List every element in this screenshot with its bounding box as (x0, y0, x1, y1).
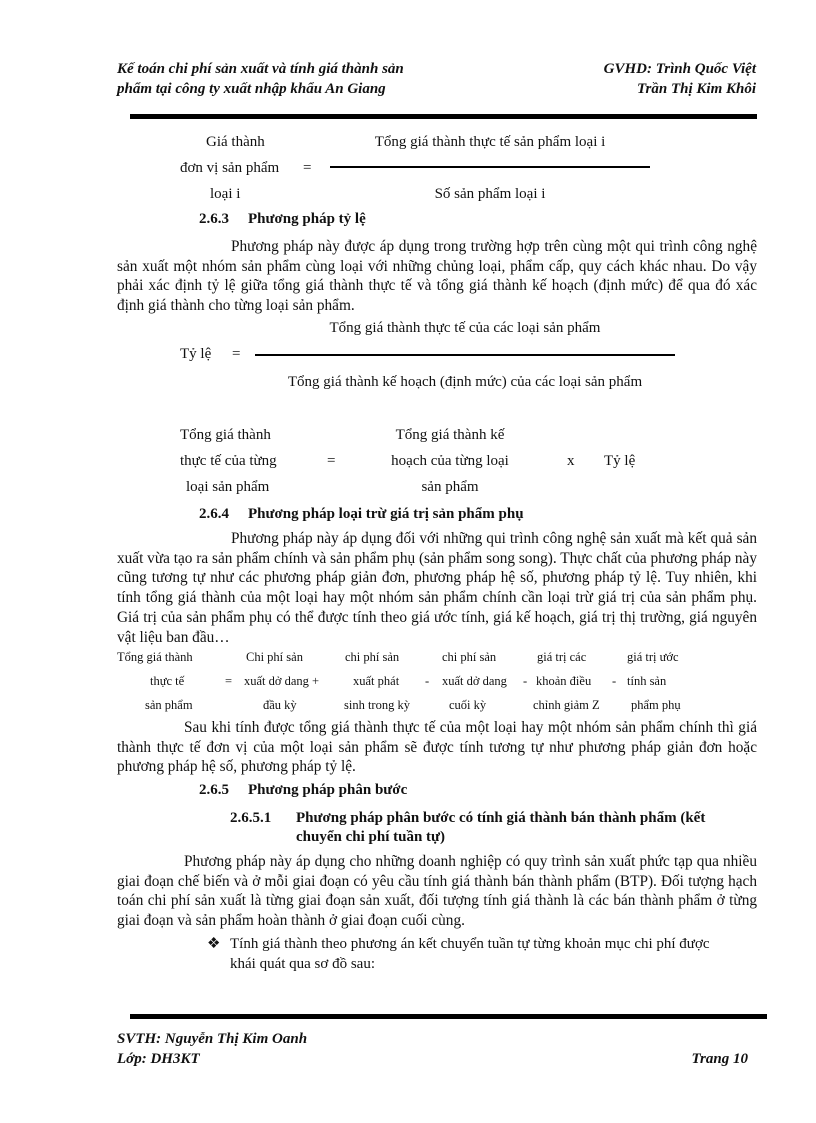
s2651-title-line2: chuyển chi phí tuần tự) (296, 829, 446, 845)
f2-fraction-bar (255, 354, 675, 356)
f1-numerator: Tổng giá thành thực tế sản phẩm loại i (374, 134, 606, 150)
f4-r3-c2: đầu kỳ (263, 698, 297, 712)
f3-mid-line1: Tổng giá thành kế (395, 427, 505, 443)
f3-mid-line2: hoạch của từng loại (391, 453, 509, 469)
f4-r2-eq: = (225, 674, 233, 688)
f4-r1-c3: chi phí sản (345, 650, 400, 664)
s2651-num: 2.6.5.1 (230, 810, 272, 826)
f2-eq: = (232, 346, 241, 362)
footer-rule (130, 1014, 767, 1019)
f4-r3-c4: cuối kỳ (449, 698, 487, 712)
f4-r2-c4: xuất dở dang (442, 674, 507, 688)
f3-lhs-line1: Tổng giá thành (180, 427, 271, 443)
bullet-line1: Tính giá thành theo phương án kết chuyển tuần tự từng khoản mục chi phí được (230, 936, 710, 952)
f3-lhs-line3: loại sản phẩm (186, 479, 270, 495)
f3-mid-line3: sản phẩm (421, 479, 479, 495)
f4-r2-c6: tính sản (627, 674, 667, 688)
f3-rhs: Tỷ lệ (604, 453, 636, 469)
s263-heading-num: 2.6.3 (199, 211, 229, 227)
f4-r3-c3: sinh trong kỳ (344, 698, 410, 712)
f4-r2-c1: thực tế (150, 674, 185, 688)
s264-heading-num: 2.6.4 (199, 506, 229, 522)
f1-fraction-bar (330, 166, 650, 168)
footer-svth: SVTH: Nguyễn Thị Kim Oanh (117, 1031, 308, 1047)
f2-denominator: Tổng giá thành kế hoạch (định mức) của các loại sản phẩm (287, 374, 643, 390)
f4-r1-c1: Tổng giá thành (117, 650, 193, 664)
f4-r3-c5: chỉnh giảm Z (533, 698, 600, 712)
s263-paragraph: Phương pháp này được áp dụng trong trường hợp trên cùng một qui trình công nghệ sản xuất một nhóm sản phẩm cùng loại với những chủng loại, phẩm cấp, quy cách khác nhau. Do vậy phải xác định tỷ lệ giữa tổng giá thành thực tế và tổng giá thành kế hoạch (định mức) để qua đó xác định giá thành cho từng loại sản phẩm. (117, 238, 757, 315)
f4-r2-c3: xuất phát (353, 674, 400, 688)
s2651-title-line1: Phương pháp phân bước có tính giá thành bán thành phẩm (kết (296, 810, 706, 826)
f4-r2-c5: khoản điều (536, 674, 592, 688)
footer-class: Lớp: DH3KT (117, 1051, 200, 1067)
f1-eq: = (303, 160, 312, 176)
f4-r3-c1: sản phẩm (145, 698, 193, 712)
f4-r1-c4: chi phí sản (442, 650, 497, 664)
f1-lhs-line1: Giá thành (206, 134, 265, 150)
s264-heading-text: Phương pháp loại trừ giá trị sản phẩm phụ (248, 506, 524, 522)
bullet-line2: khái quát qua sơ đồ sau: (230, 956, 375, 972)
f4-r2-minus1: - (425, 674, 430, 688)
header-rule (130, 114, 757, 119)
bullet-diamond-icon: ❖ (207, 936, 221, 952)
para-after-formula: Sau khi tính được tổng giá thành thực tế của một loại hay một nhóm sản phẩm chính thì giá thành thực tế đơn vị của một loại sản phẩm sẽ được tính tương tự như phương pháp giản đơn hoặc phương pháp hệ số, phương pháp tỷ lệ. (117, 719, 757, 776)
f3-eq: = (327, 453, 336, 469)
f2-numerator: Tổng giá thành thực tế của các loại sản phẩm (329, 320, 601, 336)
header-gvhd-line1: GVHD: Trình Quốc Việt (603, 61, 756, 77)
s265-heading-text: Phương pháp phân bước (248, 782, 408, 798)
header-gvhd-line2: Trần Thị Kim Khôi (636, 81, 756, 97)
f2-lhs: Tỷ lệ (180, 346, 212, 362)
f4-r1-c5: giá trị các (537, 650, 587, 664)
f4-r2-c2: xuất dở dang + (244, 674, 320, 688)
f4-r2-minus2: - (523, 674, 528, 688)
f4-r1-c6: giá trị ước (627, 650, 679, 664)
f4-r2-minus3: - (612, 674, 617, 688)
s265-heading-num: 2.6.5 (199, 782, 229, 798)
header-title-line2: phẩm tại công ty xuất nhập khẩu An Giang (117, 81, 386, 97)
f4-r1-c2: Chi phí sản (246, 650, 303, 664)
f3-lhs-line2: thực tế của từng (180, 453, 277, 469)
f1-denominator: Số sản phẩm loại i (434, 186, 546, 202)
s263-heading-text: Phương pháp tỷ lệ (248, 211, 366, 227)
footer-page-number: Trang 10 (691, 1051, 748, 1067)
s264-paragraph: Phương pháp này áp dụng đối với những qui trình công nghệ sản xuất mà kết quả sản xuất vừa tạo ra sản phẩm chính và sản phẩm phụ (sản phẩm song song). Thực chất của phương pháp này cũng tương tự như các phương pháp giản đơn, phương pháp hệ số, phương pháp tỷ lệ. Tuy nhiên, khi tính tổng giá thành của một loại hay một nhóm sản phẩm chính cần loại trừ giá trị của sản phẩm phụ. Giá trị của sản phẩm phụ có thể được tính theo giá ước tính, giá kế hoạch, giá trị thị trường, giá nguyên vật liệu ban đầu… (117, 530, 757, 646)
f4-r3-c6: phẩm phụ (631, 698, 681, 712)
header-title-line1: Kế toán chi phí sản xuất và tính giá thành sản (117, 61, 404, 77)
f1-lhs-line2: đơn vị sản phẩm (180, 160, 280, 176)
f1-lhs-line3: loại i (210, 186, 241, 202)
s2651-paragraph: Phương pháp này áp dụng cho những doanh nghiệp có quy trình sản xuất phức tạp qua nhiều giai đoạn chế biến và ở mỗi giai đoạn có yêu cầu tính giá thành bán thành phẩm (BTP). Đối tượng hạch toán chi phí sản xuất là từng giai đoạn sản xuất, đối tượng tính giá thành là các bán thành phẩm ở từng giai đoạn và sản phẩm hoàn thành ở giai đoạn cuối cùng. (117, 853, 757, 930)
f3-times: x (567, 453, 575, 469)
